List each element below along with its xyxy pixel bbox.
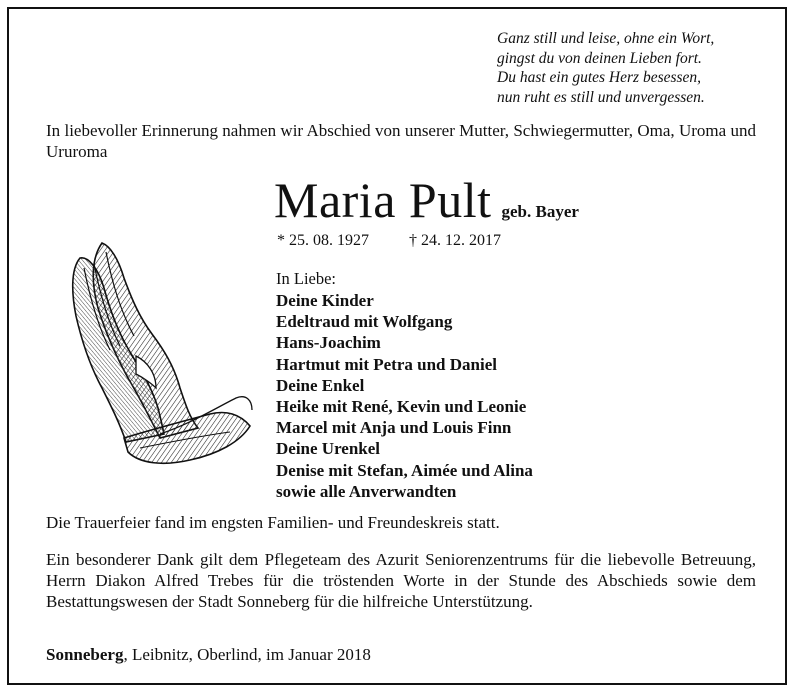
closing-rest: , Leibnitz, Oberlind, im Januar 2018 bbox=[123, 645, 371, 664]
praying-hands-icon bbox=[40, 238, 255, 478]
mourner-line: Denise mit Stefan, Aimée und Alina bbox=[276, 460, 533, 480]
mourners-list bbox=[276, 268, 533, 502]
deceased-name: Maria Pult bbox=[274, 172, 492, 228]
poem-line: Ganz still und leise, ohne ein Wort, bbox=[497, 30, 715, 47]
poem bbox=[497, 29, 787, 107]
mourner-line: Heike mit René, Kevin und Leonie bbox=[276, 397, 527, 417]
life-dates bbox=[277, 232, 537, 250]
poem-line: Du hast ein gutes Herz besessen, bbox=[497, 69, 702, 86]
birth-date: * 25. 08. 1927 bbox=[277, 232, 369, 249]
closing-place: Sonneberg bbox=[46, 645, 124, 664]
mourner-line: Marcel mit Anja und Louis Finn bbox=[276, 418, 512, 438]
mourner-line: Hartmut mit Petra und Daniel bbox=[276, 354, 497, 374]
closing-line bbox=[46, 645, 756, 666]
death-date: † 24. 12. 2017 bbox=[409, 232, 501, 249]
mourner-line: Deine Kinder bbox=[276, 291, 374, 310]
thanks-text: Ein besonderer Dank gilt dem Pflegeteam des Azurit Seniorenzentrums für die liebevolle Betreuung, Herrn Diakon Alfred Trebes für die tröstenden Worte in der Stunde des Abschieds sowie dem Bestattungswesen der Stadt Sonneberg für die hilfreiche Unterstützung. bbox=[46, 550, 756, 611]
mourner-line: Deine Enkel bbox=[276, 375, 365, 395]
funeral-note: Die Trauerfeier fand im engsten Familien- und Freundeskreis statt. bbox=[46, 513, 500, 532]
poem-line: gingst du von deinen Lieben fort. bbox=[497, 49, 702, 67]
poem-line: nun ruht es still und unvergessen. bbox=[497, 88, 705, 106]
maiden-name: geb. Bayer bbox=[501, 202, 579, 221]
mourner-line: Hans-Joachim bbox=[276, 333, 381, 353]
mourner-line: Deine Urenkel bbox=[276, 439, 381, 459]
deceased-name-block bbox=[274, 173, 579, 227]
mourner-line: Edeltraud mit Wolfgang bbox=[276, 312, 453, 332]
mourners-lead: In Liebe: bbox=[276, 269, 337, 288]
intro-text: In liebevoller Erinnerung nahmen wir Abschied von unserer Mutter, Schwiegermutter, Oma, Uroma und Ururoma bbox=[46, 121, 756, 161]
mourner-line: sowie alle Anverwandten bbox=[276, 481, 457, 501]
